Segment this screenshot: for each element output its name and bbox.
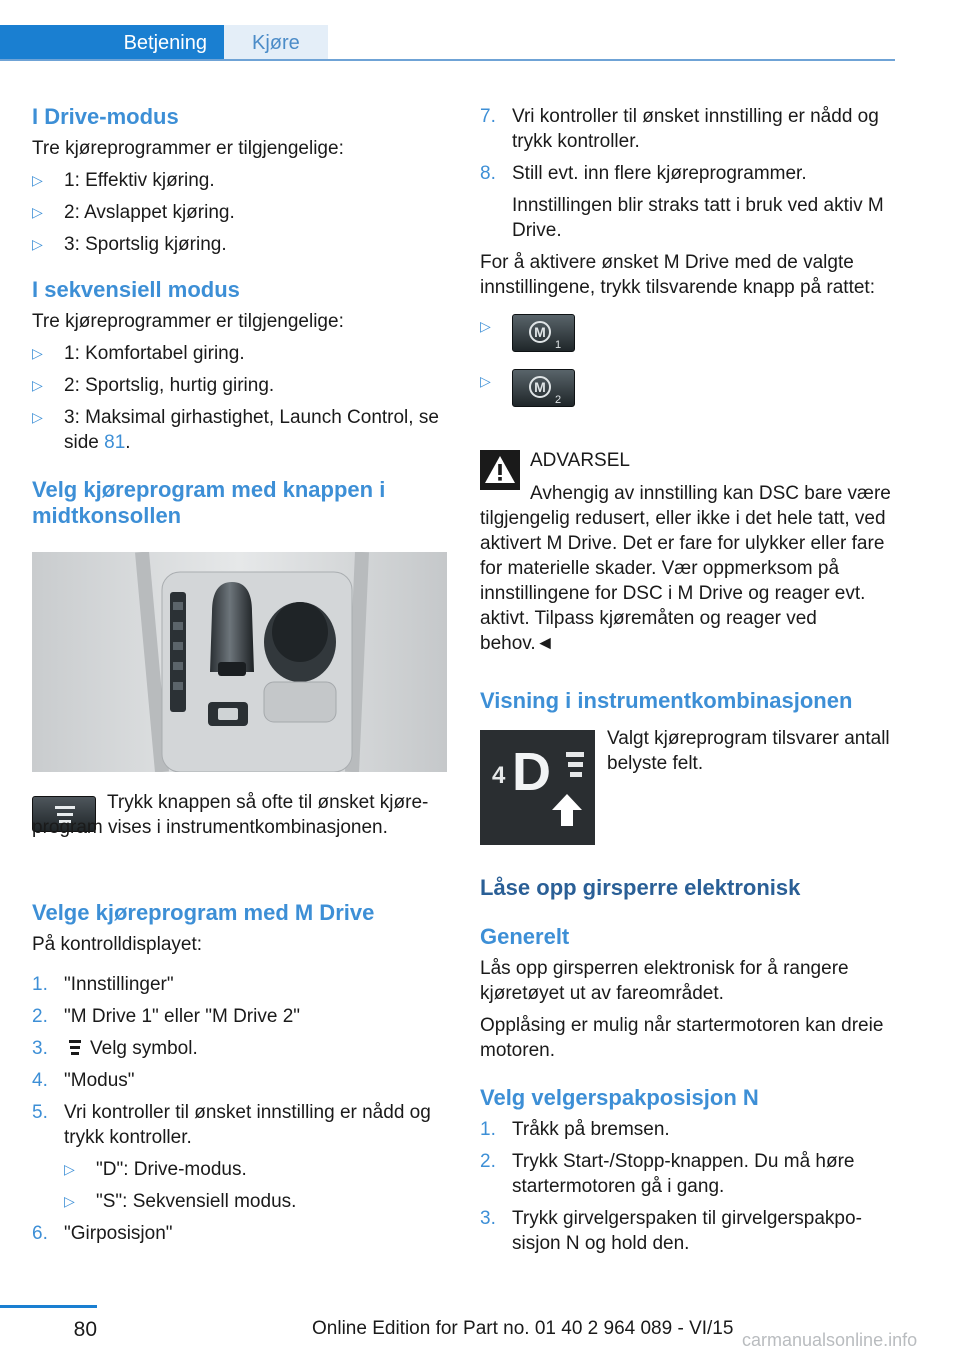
m2-sub: 2 xyxy=(555,394,562,406)
step-number: 2. xyxy=(480,1151,496,1172)
m2-button-icon xyxy=(512,369,575,407)
step-number: 2. xyxy=(32,1006,48,1027)
list-item-text: 1: Effektiv kjøring. xyxy=(64,170,215,191)
paragraph-seq-intro: Tre kjøreprogrammer er tilgjengelige: xyxy=(32,311,344,332)
step-text: Still evt. inn flere kjøreprogrammer. xyxy=(512,163,807,184)
list-item xyxy=(64,1157,450,1182)
list-item xyxy=(480,369,895,407)
m1-letter: M xyxy=(529,321,551,343)
list-item xyxy=(32,232,450,257)
triangle-bullet-icon: ▷ xyxy=(480,318,491,334)
triangle-bullet-icon: ▷ xyxy=(32,236,43,252)
watermark: carmanualsonline.info xyxy=(742,1330,918,1350)
step-text: "Innstillinger" xyxy=(64,974,174,995)
paragraph-generelt-2: Opplåsing er mulig når startermotoren kan dreie motoren. xyxy=(480,1015,884,1061)
step-text: "Modus" xyxy=(64,1070,135,1091)
heading-midtkonsoll: Velg kjøreprogram med knappen i midtkonsollen xyxy=(32,477,386,528)
list-item xyxy=(480,1149,895,1199)
step-text: "M Drive 1" eller "M Drive 2" xyxy=(64,1006,301,1027)
list-item xyxy=(32,972,450,997)
cluster-section xyxy=(480,688,895,714)
cluster-text: Valgt kjøreprogram tilsvarer antall belyste felt. xyxy=(607,728,890,774)
list-item-text: 1: Komfortabel giring. xyxy=(64,343,245,364)
page-link-81[interactable]: 81 xyxy=(104,432,126,453)
list-item xyxy=(32,168,450,193)
console-caption xyxy=(32,790,450,840)
list-item-text-main: 3: Maksimal girhastighet, Launch Control, se side xyxy=(64,407,439,453)
warning-body-box xyxy=(480,481,895,656)
list-item xyxy=(32,341,450,366)
caption-text: Trykk knappen så ofte til ønsket kjøreprogram vises i instrumentkombinasjonen. xyxy=(32,792,429,838)
list-item xyxy=(32,1036,450,1061)
heading-generelt: Generelt xyxy=(480,924,570,949)
list-item-text-end: . xyxy=(125,432,131,453)
m1-sub: 1 xyxy=(555,339,562,351)
step-text xyxy=(64,1036,450,1061)
step-number: 1. xyxy=(480,1119,496,1140)
step8-note: Innstillingen blir straks tatt i bruk ved aktiv M Drive. xyxy=(512,195,884,241)
heading-m-drive: Velge kjøreprogram med M Drive xyxy=(32,900,375,925)
cluster-text-box xyxy=(607,726,895,776)
sub-list xyxy=(64,1157,450,1214)
heading-unlock: Låse opp girsperre elektronisk xyxy=(480,875,801,900)
triangle-bullet-icon: ▷ xyxy=(32,377,43,393)
paragraph-drive-intro: Tre kjøreprogrammer er tilgjengelige: xyxy=(32,138,344,159)
list-item xyxy=(480,104,895,154)
list-item xyxy=(480,1117,895,1142)
heading-instrument-cluster: Visning i instrumentkombinasjonen xyxy=(480,688,853,713)
gear-number: 4 xyxy=(492,762,506,789)
left-column-lower xyxy=(32,900,450,1246)
triangle-bullet-icon: ▷ xyxy=(32,172,43,188)
list-item xyxy=(32,1068,450,1093)
warning-body: Avhengig av innstilling kan DSC bare være tilgjengelig redusert, eller ikke i det hele tatt, ved aktivert M Drive. Det er fare for ulykker eller fare for materielle skader. Vær oppmerksom på innstillingene for DSC i M Drive og reager evt. aktivt. Tilpass kjøremåten og reager ved behov.◄ xyxy=(480,483,891,654)
triangle-bullet-icon: ▷ xyxy=(32,345,43,361)
step-text: Trykk girvelgerspaken til girvelgerspakposisjon N og hold den. xyxy=(512,1208,862,1254)
step-number: 4. xyxy=(32,1070,48,1091)
list-item xyxy=(480,1206,895,1256)
drive-program-symbol-icon xyxy=(64,1037,84,1057)
step-number: 5. xyxy=(32,1102,48,1123)
list-item xyxy=(32,1221,450,1246)
step-text-inner: Velg symbol. xyxy=(90,1038,198,1059)
list-item-text: "D": Drive-modus. xyxy=(96,1159,247,1180)
heading-drive-modus: I Drive-modus xyxy=(32,104,179,129)
step-text: Vri kontroller til ønsket innstilling er nådd og trykk kontroller. xyxy=(512,106,879,152)
step-text: Tråkk på bremsen. xyxy=(512,1119,670,1140)
step-number: 3. xyxy=(480,1208,496,1229)
m-drive-steps xyxy=(32,972,450,1246)
list-item xyxy=(32,405,450,455)
heading-sekvensiell: I sekvensiell modus xyxy=(32,277,240,302)
tab-kjore[interactable]: Kjøre xyxy=(224,25,328,61)
footer-rule xyxy=(0,1305,97,1308)
warning-title: ADVARSEL xyxy=(530,450,630,471)
step-text: "Girposisjon" xyxy=(64,1223,173,1244)
page-number: 80 xyxy=(73,1318,97,1341)
list-item-text xyxy=(64,405,450,455)
step-number: 6. xyxy=(32,1223,48,1244)
cluster-display-image xyxy=(480,730,595,845)
triangle-bullet-icon: ▷ xyxy=(32,409,43,425)
drive-program-list xyxy=(32,168,450,257)
list-item-text: 2: Sportslig, hurtig giring. xyxy=(64,375,275,396)
paragraph-control-display: På kontrolldisplayet: xyxy=(32,934,203,955)
triangle-bullet-icon: ▷ xyxy=(64,1193,75,1209)
paragraph-m-drive-activate: For å aktivere ønsket M Drive med de valgte innstillingene, trykk tilsvarende knapp på rattet: xyxy=(480,252,875,298)
arrow-up-icon xyxy=(550,792,584,828)
m1-button-icon xyxy=(512,314,575,352)
list-item xyxy=(32,200,450,225)
list-item xyxy=(64,1189,450,1214)
seq-program-list xyxy=(32,341,450,455)
center-console-illustration xyxy=(32,552,447,772)
triangle-bullet-icon: ▷ xyxy=(64,1161,75,1177)
list-item-text: "S": Sekvensiell modus. xyxy=(96,1191,297,1212)
list-item xyxy=(32,1004,450,1029)
step-number: 1. xyxy=(32,974,48,995)
header-tabs xyxy=(0,25,895,61)
unlock-section xyxy=(480,875,895,1256)
m2-letter: M xyxy=(529,376,551,398)
list-item-text: 3: Sportslig kjøring. xyxy=(64,234,227,255)
center-console-photo xyxy=(32,552,447,772)
tab-betjening[interactable]: Betjening xyxy=(0,25,224,61)
left-column xyxy=(32,104,450,529)
list-item xyxy=(480,314,895,352)
heading-select-n: Velg velgerspakposisjon N xyxy=(480,1085,759,1110)
step-text: Trykk Start-/Stopp-knappen. Du må høre startermotoren gå i gang. xyxy=(512,1151,855,1197)
step-number: 8. xyxy=(480,163,496,184)
list-item xyxy=(32,373,450,398)
step-number: 7. xyxy=(480,106,496,127)
step-text: Vri kontroller til ønsket innstilling er nådd og trykk kontroller. xyxy=(64,1102,431,1148)
step-number: 3. xyxy=(32,1038,48,1059)
gear-letter: D xyxy=(512,742,551,802)
triangle-bullet-icon: ▷ xyxy=(480,373,491,389)
list-item xyxy=(480,161,895,186)
warning-title-box xyxy=(530,448,895,473)
list-item xyxy=(32,1100,450,1150)
list-item-text: 2: Avslappet kjøring. xyxy=(64,202,235,223)
paragraph-generelt-1: Lås opp girsperren elektronisk for å rangere kjøretøyet ut av fareområdet. xyxy=(480,958,849,1004)
triangle-bullet-icon: ▷ xyxy=(32,204,43,220)
edition-line: Online Edition for Part no. 01 40 2 964 089 - VI/15 xyxy=(312,1318,734,1339)
right-column xyxy=(480,104,895,407)
header-rule xyxy=(0,59,895,61)
select-n-steps xyxy=(480,1117,895,1256)
